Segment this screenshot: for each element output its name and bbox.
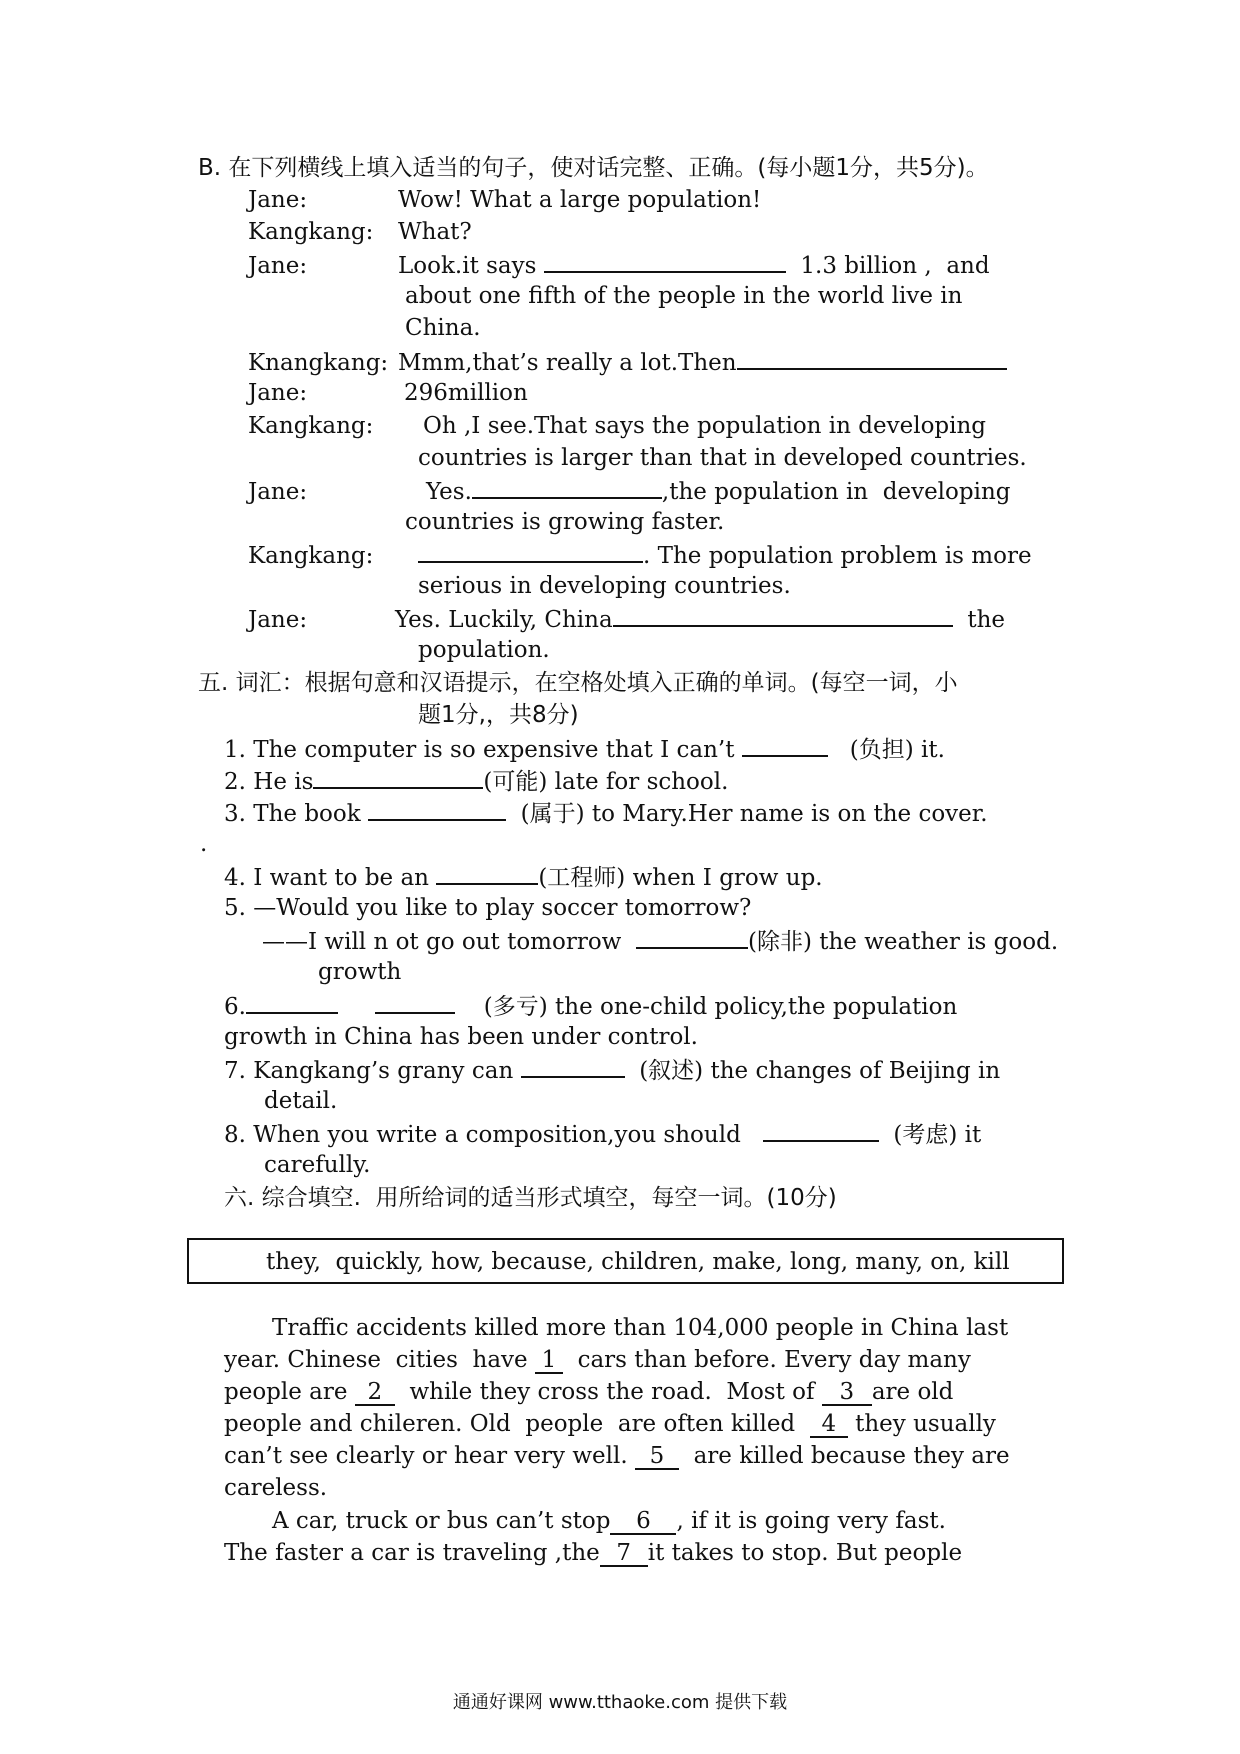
dialog-text: 1.3 billion , and — [800, 253, 990, 279]
dialog-text: the — [967, 607, 1005, 633]
page-footer: 通通好课网 www.tthaoke.com 提供下载 — [452, 1692, 788, 1713]
answer-blank[interactable] — [375, 990, 455, 1014]
dialog-text: Mmm,that’s really a lot.Then — [398, 350, 737, 376]
dialog-line-5 — [248, 378, 528, 408]
dialog-text: What? — [398, 219, 472, 245]
word-box — [187, 1238, 1064, 1284]
speaker: Knangkang: — [248, 350, 389, 376]
vocab-item-2: 2. He is (可能) late for school. — [224, 765, 728, 797]
section-5-heading: 五. 词汇：根据句意和汉语提示，在空格处填入正确的单词。(每空一词，小 — [198, 670, 958, 696]
speaker: Jane: — [248, 479, 308, 505]
dialog-line-9-cont: population. — [418, 637, 550, 663]
speaker: Jane: — [248, 253, 308, 279]
section-5-heading-cont: 题1分,，共8分) — [418, 702, 579, 728]
passage-blank[interactable]: 4 — [810, 1412, 848, 1438]
dialog-text: Wow! What a large population! — [398, 187, 762, 213]
passage-blank[interactable]: 2 — [355, 1380, 395, 1406]
vocab-item-5: 5. —Would you like to play soccer tomorrow? — [224, 895, 752, 921]
vocab-item-3: 3. The book (属于) to Mary.Her name is on the cover. — [224, 797, 988, 829]
passage-line-8: The faster a car is traveling ,the 7 it takes to stop. But people — [224, 1540, 963, 1566]
speaker: Jane: — [248, 187, 308, 213]
passage-blank[interactable]: 1 — [535, 1348, 563, 1374]
dialog-line-3 — [248, 249, 990, 281]
vocab-item-1: 1. The computer is so expensive that I can’t (负担) it. — [224, 733, 945, 765]
vocab-item-5-reply: ——I will n ot go out tomorrow (除非) the weather is good. — [262, 925, 1058, 957]
answer-blank[interactable] — [472, 475, 662, 499]
dialog-line-8-cont: serious in developing countries. — [418, 573, 791, 599]
answer-blank[interactable] — [436, 861, 538, 885]
answer-blank[interactable] — [368, 797, 506, 821]
dialog-text: . The population problem is more — [643, 543, 1032, 569]
dialog-text: Oh ,I see.That says the population in developing — [423, 413, 987, 439]
stray-dot: . — [200, 831, 208, 857]
speaker: Jane: — [248, 607, 308, 633]
dialog-line-8 — [248, 539, 1032, 571]
dialog-text: ,the population in developing — [661, 479, 1011, 505]
passage-blank[interactable]: 6 — [610, 1509, 676, 1535]
dialog-line-9 — [248, 603, 1005, 635]
word-box-text: they, quickly, how, because, children, make, long, many, on, kill — [266, 1249, 1010, 1275]
passage-line-3: people are 2 while they cross the road. Most of 3 are old — [224, 1379, 954, 1405]
dialog-line-6 — [248, 411, 986, 441]
answer-blank[interactable] — [313, 765, 483, 789]
dialog-line-3-cont: about one fifth of the people in the world live in — [405, 283, 963, 309]
vocab-item-6-cont: growth in China has been under control. — [224, 1024, 698, 1050]
vocab-item-7-cont: detail. — [264, 1088, 338, 1114]
dialog-line-6-cont: countries is larger than that in developed countries. — [418, 445, 1027, 471]
section-6-heading: 六. 综合填空. 用所给词的适当形式填空，每空一词。(10分) — [224, 1185, 837, 1211]
passage-blank[interactable]: 5 — [635, 1444, 679, 1470]
dialog-text: 296million — [404, 380, 528, 406]
dialog-line-3-cont2: China. — [405, 315, 481, 341]
answer-blank[interactable] — [763, 1118, 879, 1142]
speaker: Kangkang: — [248, 219, 374, 245]
dialog-line-2 — [248, 217, 472, 247]
dialog-text: Yes. — [426, 479, 472, 505]
dialog-line-4 — [248, 346, 1007, 378]
answer-blank[interactable] — [742, 733, 828, 757]
stray-word: growth — [318, 959, 402, 985]
vocab-item-8: 8. When you write a composition,you should (考虑) it — [224, 1118, 981, 1150]
answer-blank[interactable] — [613, 603, 953, 627]
speaker: Jane: — [248, 380, 308, 406]
passage-line-2: year. Chinese cities have 1 cars than before. Every day many — [224, 1347, 971, 1373]
dialog-line-7-cont: countries is growing faster. — [405, 509, 725, 535]
passage-line-6: careless. — [224, 1475, 328, 1501]
passage-blank[interactable]: 7 — [600, 1541, 648, 1567]
answer-blank[interactable] — [418, 539, 643, 563]
passage-blank[interactable]: 3 — [822, 1380, 872, 1406]
answer-blank[interactable] — [246, 990, 338, 1014]
dialog-line-1 — [248, 185, 761, 215]
passage-line-4: people and chileren. Old people are often killed 4 they usually — [224, 1411, 996, 1437]
answer-blank[interactable] — [737, 346, 1007, 370]
answer-blank[interactable] — [544, 249, 786, 273]
vocab-item-4: 4. I want to be an (工程师) when I grow up. — [224, 861, 823, 893]
dialog-line-7 — [248, 475, 1011, 507]
section-b-heading: B. 在下列横线上填入适当的句子，使对话完整、正确。(每小题1分，共5分)。 — [198, 155, 989, 181]
dialog-text: Yes. Luckily, China — [395, 607, 613, 633]
vocab-item-6: 6. (多亏) the one-child policy,the population — [224, 990, 957, 1022]
vocab-item-7: 7. Kangkang’s grany can (叙述) the changes of Beijing in — [224, 1054, 1000, 1086]
vocab-item-8-cont: carefully. — [264, 1152, 371, 1178]
speaker: Kangkang: — [248, 413, 374, 439]
answer-blank[interactable] — [636, 925, 748, 949]
dialog-text: Look.it says — [398, 253, 537, 279]
passage-line-5: can’t see clearly or hear very well. 5 are killed because they are — [224, 1443, 1010, 1469]
speaker: Kangkang: — [248, 543, 374, 569]
passage-line-7: A car, truck or bus can’t stop 6 , if it is going very fast. — [272, 1508, 946, 1534]
answer-blank[interactable] — [521, 1054, 625, 1078]
passage-line-1: Traffic accidents killed more than 104,000 people in China last — [272, 1315, 1009, 1341]
